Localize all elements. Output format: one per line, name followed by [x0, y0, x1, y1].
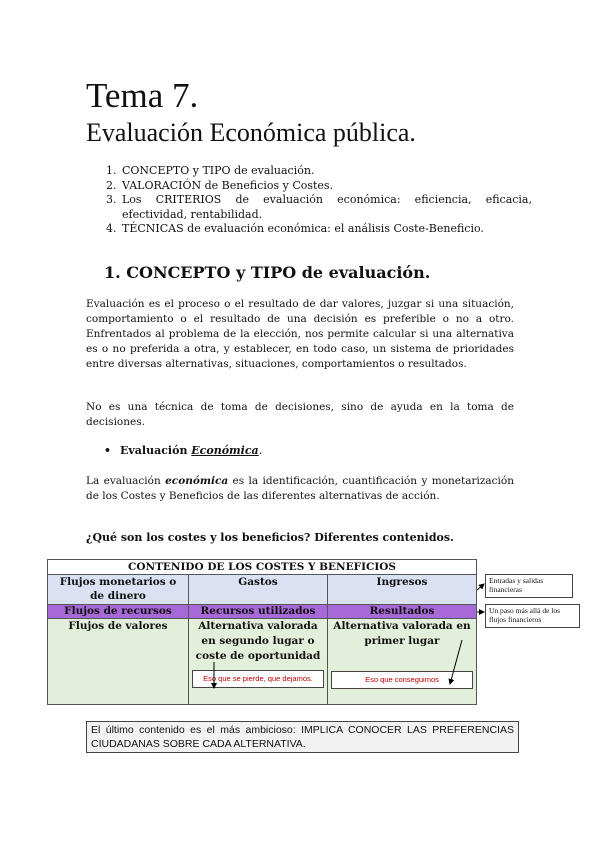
table-cell: Gastos [189, 575, 328, 605]
side-note-beyond: Un paso más allá de los flujos financieros [485, 604, 580, 628]
table-header: CONTENIDO DE LOS COSTES Y BENEFICIOS [48, 560, 477, 575]
p3-post: es la identificación, cuantificación y monetarización de los Costes y Beneficios de las diferentes alternativas de acción. [86, 475, 514, 502]
toc-item: 1. CONCEPTO y TIPO de evaluación. [120, 164, 532, 179]
bullet-emphasis: Económica [191, 444, 259, 457]
table-cell: Flujos de valores [48, 619, 189, 705]
bullet-dot-icon: • [104, 444, 112, 457]
toc-item: 3. Los CRITERIOS de evaluación económica: eficiencia, eficacia, efectividad, rentabilidad. [120, 193, 532, 222]
table-cell-first-choice [328, 619, 477, 705]
table-cell: Ingresos [328, 575, 477, 605]
side-note-financial: Entradas y salidas financieras [485, 574, 573, 598]
toc-item: 4. TÉCNICAS de evaluación económica: el análisis Coste-Beneficio. [120, 222, 532, 237]
paragraph-definition: Evaluación es el proceso o el resultado de dar valores, juzgar si una situación, comportamiento o el resultado de una decisión es preferible o no a otro. Enfrentados al problema de la elección, nos permite calcular si una alternativa es o no preferida a otra, y establecer, en todo caso, un sistema de prioridades entre diversas alternativas, situaciones, comportamientos o resultados. [86, 298, 514, 370]
table-cell: Recursos utilizados [189, 605, 328, 619]
cell-text: Alternativa valorada en primer lugar [333, 620, 471, 647]
bullet-suffix: . [258, 444, 263, 457]
page-title: Tema 7. [86, 76, 199, 115]
toc-item: 2. VALORACIÓN de Beneficios y Costes. [120, 179, 532, 194]
paragraph-not-technique: No es una técnica de toma de decisiones, sino de ayuda en la toma de decisiones. [86, 401, 514, 428]
paragraph-evaluacion-economica [86, 474, 514, 504]
p3-emphasis: económica [165, 475, 229, 487]
conclusion-box: El último contenido es el más ambicioso: IMPLICA CONOCER LAS PREFERENCIAS CIUDADANAS SOBRE CADA ALTERNATIVA. [86, 721, 519, 753]
section-heading: 1. CONCEPTO y TIPO de evaluación. [104, 263, 431, 282]
page-subtitle: Evaluación Económica pública. [86, 118, 416, 147]
costs-benefits-table [47, 559, 477, 705]
cell-text: Alternativa valorada en segundo lugar o coste de oportunidad [195, 620, 321, 662]
table-cell-opportunity-cost [189, 619, 328, 705]
table-cell: Resultados [328, 605, 477, 619]
table-cell: Flujos de recursos [48, 605, 189, 619]
p3-pre: La evaluación [86, 475, 166, 487]
table-of-contents [102, 164, 532, 237]
note-right: Eso que conseguimos [331, 671, 473, 689]
arrow-to-side-note-1 [477, 584, 484, 590]
question-heading: ¿Qué son los costes y los beneficios? Diferentes contenidos. [86, 531, 454, 544]
bullet-economica [104, 444, 262, 457]
table-cell: Flujos monetarios o de dinero [48, 575, 189, 605]
bullet-prefix: Evaluación [120, 444, 192, 457]
note-left: Eso que se pierde, que dejamos. [192, 670, 324, 688]
